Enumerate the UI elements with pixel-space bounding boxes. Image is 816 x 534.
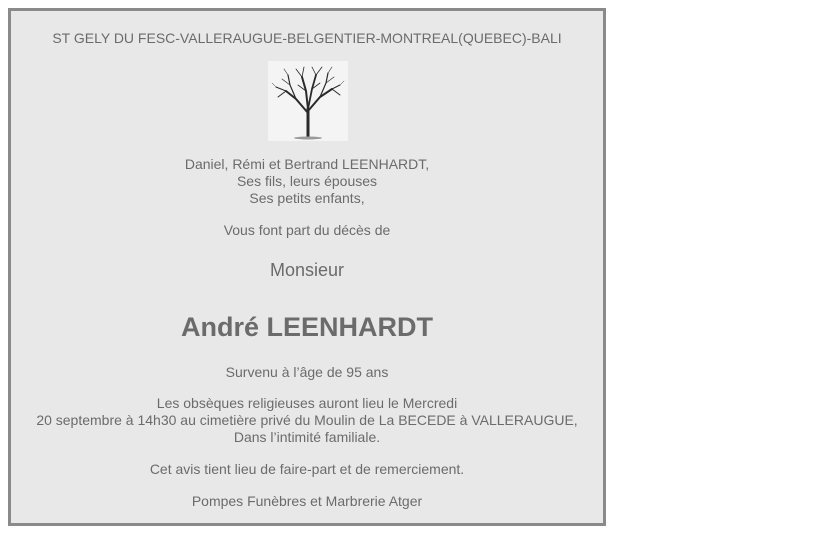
family-line-1: Daniel, Rémi et Bertrand LEENHARDT,: [184, 156, 430, 172]
age-line: Survenu à l’âge de 95 ans: [225, 364, 389, 380]
family-line-3: Ses petits enfants,: [249, 190, 365, 206]
obsequies-line-1: Les obsèques religieuses auront lieu le Mercredi: [156, 395, 458, 411]
obsequies-line-3: Dans l’intimité familiale.: [233, 429, 381, 445]
funeral-home: Pompes Funèbres et Marbrerie Atger: [191, 493, 423, 509]
closing-remark: Cet avis tient lieu de faire-part et de remerciement.: [149, 461, 465, 477]
announcement: Vous font part du décès de: [223, 222, 391, 238]
obituary-notice-card: [8, 8, 606, 526]
bare-tree-icon: [268, 61, 348, 141]
family-line-2: Ses fils, leurs épouses: [236, 173, 378, 189]
obsequies-line-2: 20 septembre à 14h30 au cimetière privé du Moulin de La BECEDE à VALLERAUGUE,: [36, 412, 578, 428]
deceased-name: André LEENHARDT: [180, 312, 433, 342]
honorific: Monsieur: [269, 260, 345, 280]
place-header: ST GELY DU FESC-VALLERAUGUE-BELGENTIER-MONTREAL(QUEBEC)-BALI: [52, 30, 562, 46]
